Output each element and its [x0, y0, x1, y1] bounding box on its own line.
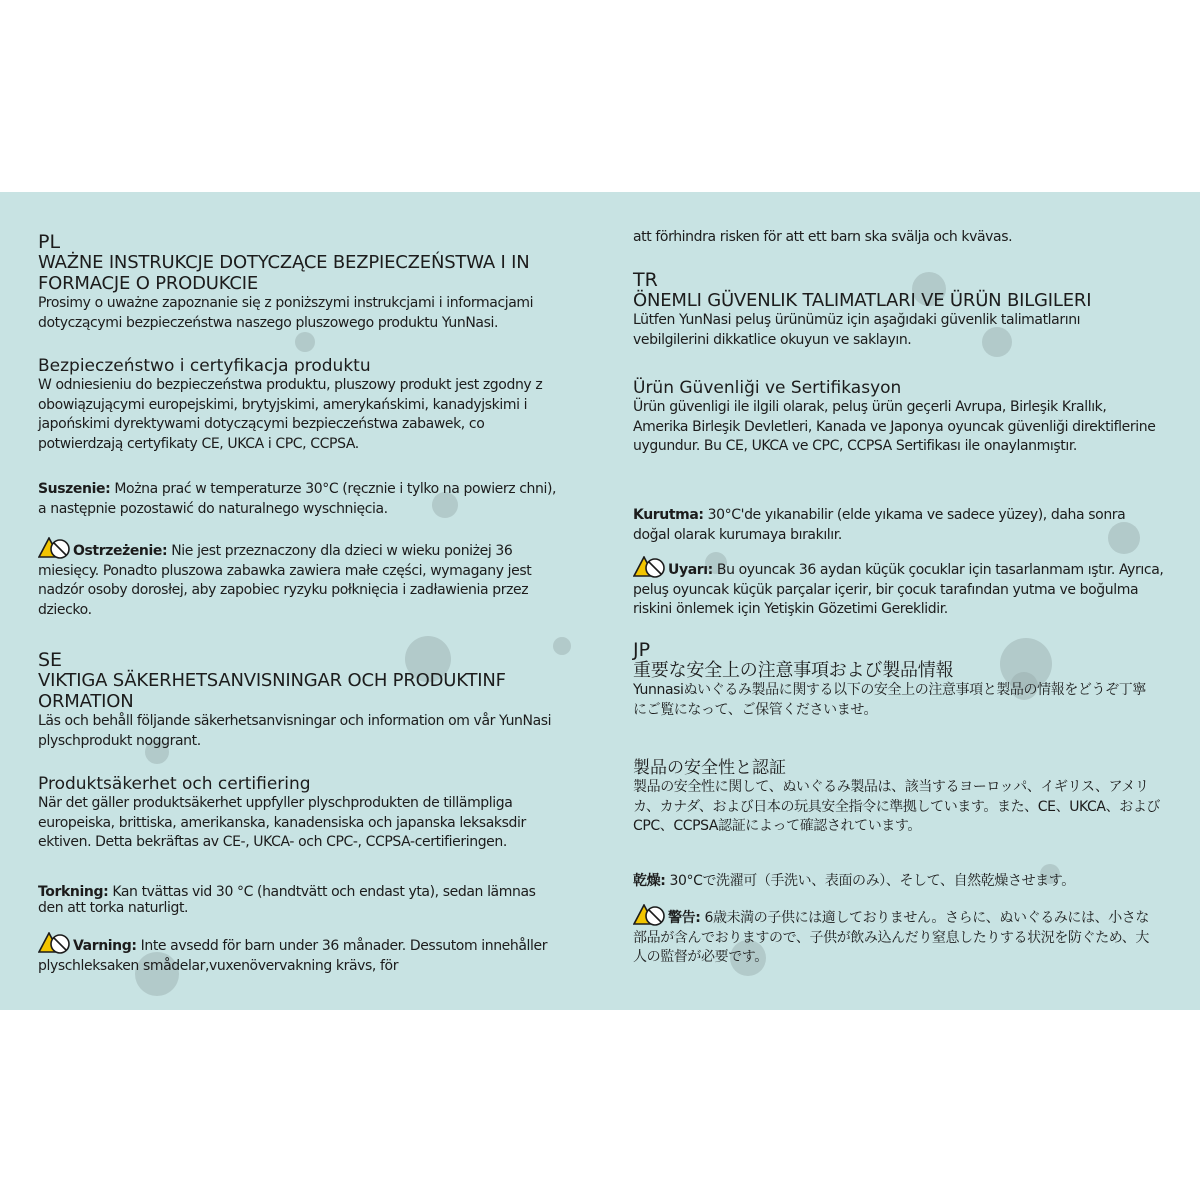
intro-pl: Prosimy o uważne zapoznanie się z poniższymi instrukcjami i informacjami dotyczącymi bezpieczeństwa naszego pluszowego produktu YunNasi.: [38, 295, 534, 331]
warning-triangle-age-icon: [633, 904, 667, 926]
drying-label-jp: 乾燥:: [633, 873, 666, 889]
drying-text-se: Kan tvättas vid 30 °C (handtvätt och endast yta), sedan lämnas den att torka naturligt.: [38, 884, 536, 916]
section-title-se: VIKTIGA SÄKERHETSANVISNINGAR OCH PRODUKTINF ORMATION: [38, 670, 506, 712]
warning-triangle-age-icon: [38, 537, 72, 559]
warning-se: [38, 932, 578, 976]
language-code-tr: TR: [633, 269, 658, 291]
safety-text-tr: Ürün güvenligi ile ilgili olarak, peluş ürün geçerli Avrupa, Birleşik Krallık, Amerika Birleşik Devletleri, Kanada ve Japonya oyuncak güvenliği direktiflerine uygundur. Bu CE, UKCA ve CPC, CCPSA Sertifikası ile onaylanmıştır.: [633, 399, 1156, 454]
drying-jp: [633, 872, 1165, 892]
warning-continued-se: att förhindra risken för att ett barn ska svälja och kvävas.: [633, 229, 1013, 245]
safety-heading-jp: 製品の安全性と認証: [633, 758, 786, 778]
drying-text-jp: 30°Cで洗濯可（手洗い、表面のみ）、そして、自然乾燥させます。: [665, 873, 1075, 889]
warning-text-tr: Bu oyuncak 36 aydan küçük çocuklar için tasarlanmam ıştır. Ayrıca, peluş oyuncak küçük parçalar içerir, bir çocuk tarafından yutma ve boğulma riskini önlemek için Yetişkin Gözetimi Gereklidir.: [633, 562, 1164, 617]
drying-text-pl: Można prać w temperaturze 30°C (ręcznie i tylko na powierz chni), a następnie pozostawić do naturalnego wyschnięcia.: [38, 481, 557, 517]
drying-se: [38, 884, 578, 916]
safety-text-se: När det gäller produktsäkerhet uppfyller plyschprodukten de tillämpliga europeiska, brittiska, amerikanska, kanadensiska och japanska leksaksdir ektiven. Detta bekräftas av CE-, UKCA- och CPC-, CCPSA-certifieringen.: [38, 795, 526, 850]
drying-label-se: Torkning:: [38, 884, 109, 900]
section-pl: [38, 232, 578, 333]
section-se: [38, 650, 578, 751]
warning-jp: [633, 904, 1165, 968]
warning-triangle-age-icon: [38, 932, 72, 954]
section-title-pl: WAŻNE INSTRUKCJE DOTYCZĄCE BEZPIECZEŃSTWA I IN FORMACJE O PRODUKCIE: [38, 252, 530, 294]
drying-label-tr: Kurutma:: [633, 507, 704, 523]
safety-text-jp: 製品の安全性に関して、ぬいぐるみ製品は、該当するヨーロッパ、イギリス、アメリカ、カナダ、および日本の玩具安全指令に準拠しています。また、CE、UKCA、およびCPC、CCPSA認証によって確認されています。: [633, 779, 1161, 834]
language-code-pl: PL: [38, 231, 61, 253]
section-title-tr: ÖNEMLI GÜVENLIK TALIMATLARI VE ÜRÜN BILGILERI: [633, 290, 1092, 311]
section-jp: [633, 640, 1165, 720]
warning-text-se: Inte avsedd för barn under 36 månader. Dessutom innehåller plyschleksaken smådelar,vuxenövervakning krävs, för: [38, 938, 548, 974]
warning-triangle-age-icon: [633, 556, 667, 578]
decorative-bubble: [295, 332, 315, 352]
drying-pl: [38, 480, 578, 519]
safety-tr: [633, 378, 1165, 457]
intro-se: Läs och behåll följande säkerhetsanvisningar och information om vår YunNasi plyschprodukt noggrant.: [38, 713, 552, 749]
safety-heading-se: Produktsäkerhet och certifiering: [38, 774, 311, 794]
safety-text-pl: W odniesieniu do bezpieczeństwa produktu, pluszowy produkt jest zgodny z obowiązującymi europejskimi, brytyjskimi, amerykańskimi, kanadyjskimi i japońskimi dyrektywami dotyczącymi bezpieczeństwa zabawek, co potwierdzają certyfikaty CE, UKCA i CPC, CCPSA.: [38, 377, 543, 452]
language-code-se: SE: [38, 649, 63, 671]
drying-label-pl: Suszenie:: [38, 481, 111, 497]
warning-label-se: Varning:: [73, 938, 137, 954]
warning-pl: [38, 537, 578, 620]
warning-se-continued: [633, 228, 1165, 248]
safety-heading-tr: Ürün Güvenliği ve Sertifikasyon: [633, 378, 902, 398]
warning-tr: [633, 556, 1165, 620]
section-tr: [633, 270, 1165, 350]
language-code-jp: JP: [633, 639, 651, 661]
safety-se: [38, 774, 578, 853]
instruction-sheet: [0, 192, 1200, 1010]
warning-label-pl: Ostrzeżenie:: [73, 543, 168, 559]
safety-heading-pl: Bezpieczeństwo i certyfikacja produktu: [38, 356, 371, 376]
warning-text-jp: 6歳未満の子供には適しておりません。さらに、ぬいぐるみには、小さな部品が含んでおりますので、子供が飲み込んだり窒息したりする状況を防ぐため、大人の監督が必要です。: [633, 910, 1150, 965]
section-title-jp: 重要な安全上の注意事項および製品情報: [633, 660, 954, 681]
drying-text-tr: 30°C'de yıkanabilir (elde yıkama ve sadece yüzey), daha sonra doğal olarak kurumaya bırakılır.: [633, 507, 1126, 543]
warning-label-tr: Uyarı:: [668, 562, 713, 578]
intro-jp: Yunnasiぬいぐるみ製品に関する以下の安全上の注意事項と製品の情報をどうぞ丁寧にご覧になって、ご保管くださいませ。: [633, 682, 1146, 718]
warning-text-pl: Nie jest przeznaczony dla dzieci w wieku poniżej 36 miesięcy. Ponadto pluszowa zabawka zawiera małe części, wymagany jest nadzór osoby dorosłej, aby zapobiec ryzyku połknięcia i zadławienia przez dziecko.: [38, 543, 532, 618]
intro-tr: Lütfen YunNasi peluş ürünümüz için aşağıdaki güvenlik talimatlarını vebilgilerini dikkatlice okuyun ve saklayın.: [633, 312, 1081, 348]
safety-pl: [38, 356, 578, 454]
safety-jp: [633, 758, 1165, 837]
drying-tr: [633, 506, 1165, 545]
warning-label-jp: 警告:: [668, 910, 701, 926]
